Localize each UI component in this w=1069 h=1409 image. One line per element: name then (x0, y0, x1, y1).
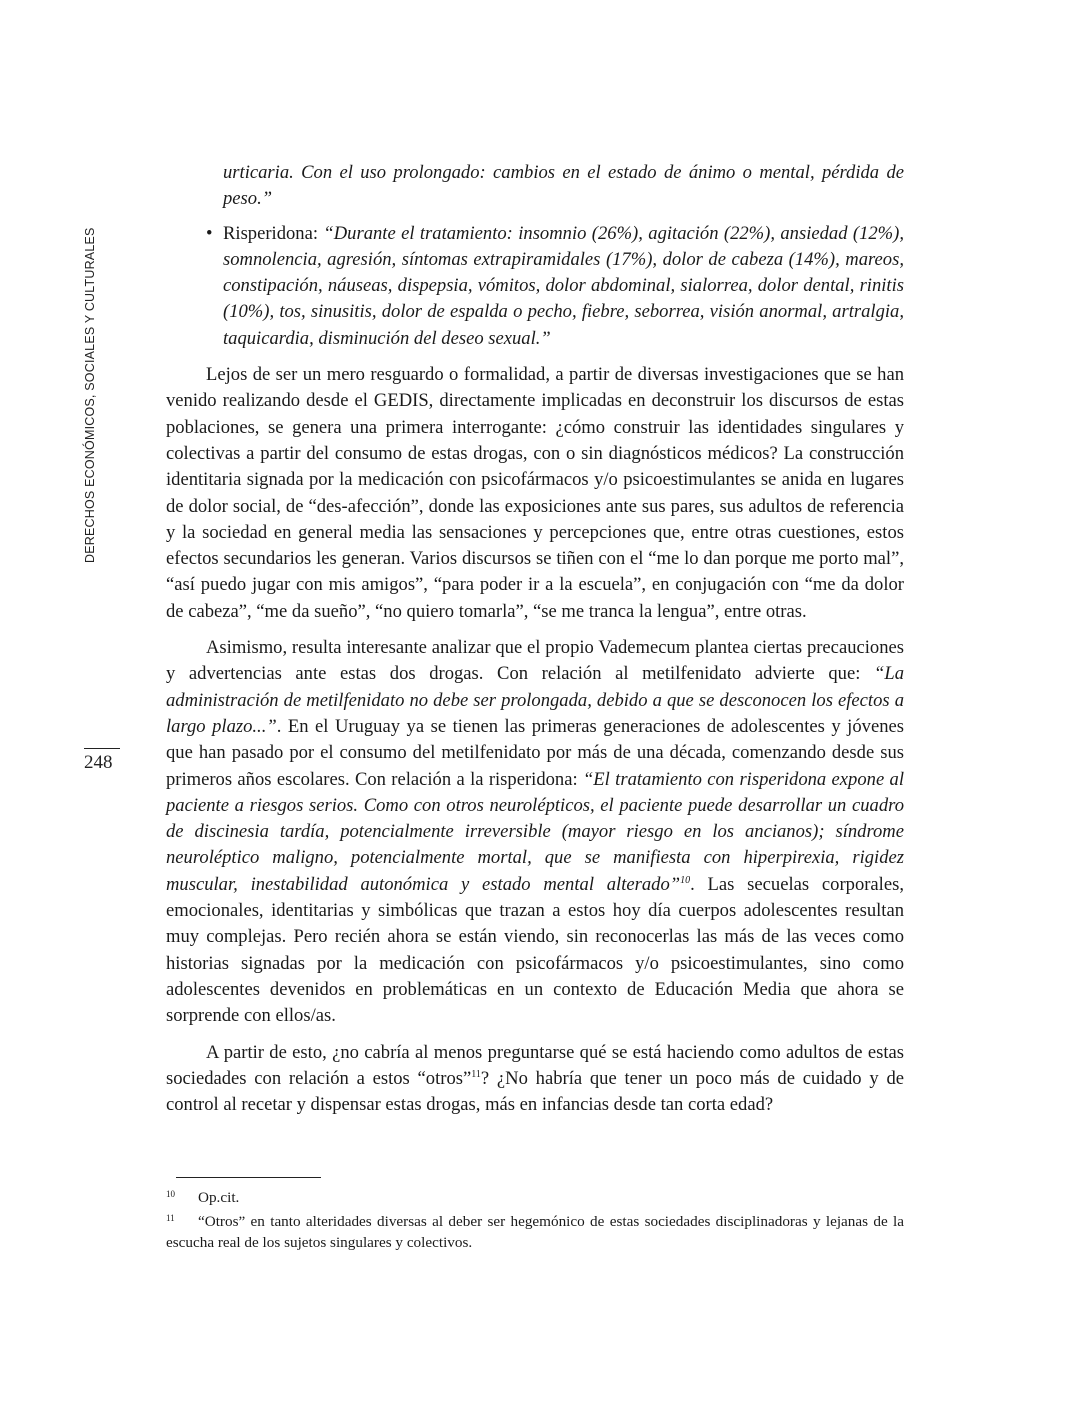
main-text (166, 160, 904, 1118)
bullet-quote: “Durante el tratamiento: insomnio (26%), agitación (22%), ansiedad (12%), somnolencia, agresión, síntomas extrapiramidales (17%), dolor de cabeza (14%), mareos, constipación, náuseas, dispepsia, vómitos, dolor abdominal, sialorrea, dolor dental, rinitis (10%), tos, sinusitis, dolor de espalda o pecho, fiebre, seborrea, visión anormal, artralgia, taquicardia, disminución del deseo sexual.” (223, 222, 905, 349)
vademecum-quote-metilfenidato: “La administración de metilfenidato no debe ser prolongada, debido a que se desconocen los efectos a largo plazo...” (166, 663, 904, 737)
footnote-number: 10 (166, 1189, 175, 1199)
paragraph-text: . Las secuelas corporales, emocionales, identitarias y simbólicas que trazan a estos hoy día cuerpos adolescentes resultan muy complejas. Pero recién ahora se están viendo, sin reconocerlas las más de las veces como historias signadas por la medicación con psicofármacos y/o psicoestimulantes, sino como adolescentes devenidos en problemáticas en un contexto de Educación Media que ahora se sorprende con ellos/as. (166, 873, 904, 1027)
footnote-ref: 11 (471, 1068, 481, 1080)
paragraph (166, 1040, 904, 1119)
bullet-item-risperidona (166, 221, 904, 352)
bullet-lead: Risperidona: (223, 222, 324, 244)
footnotes (166, 1184, 904, 1253)
vademecum-quote-risperidona: “El tratamiento con risperidona expone al paciente a riesgos serios. Como con otros neurolépticos, el paciente puede desarrollar un cuadro de discinesia tardía, potencialmente irreversible (mayor riesgo en los ancianos); síndrome neuroléptico maligno, potencialmente mortal, que se manifiesta con hiperpirexia, rigidez muscular, inestabilidad autonómica y estado mental alterado” (166, 768, 904, 895)
paragraph-text: A partir de esto, ¿no cabría al menos preguntarse qué se está haciendo como adultos de estas sociedades con relación a estos “otros” (166, 1041, 904, 1089)
footnote-ref: 10 (680, 874, 691, 886)
footnote-text: Op.cit. (198, 1189, 240, 1206)
footnote-rule (176, 1177, 321, 1178)
paragraph (166, 635, 904, 1029)
page-number: 248 (84, 752, 113, 773)
bullet-icon: • (206, 222, 213, 244)
footnote (166, 1184, 904, 1208)
quote-continuation: urticaria. Con el uso prolongado: cambios en el estado de ánimo o mental, pérdida de peso.” (223, 162, 904, 210)
paragraph-text: Asimismo, resulta interesante analizar que el propio Vademecum plantea ciertas precauciones y advertencias ante estas dos drogas. Con relación al metilfenidato advierte que: (166, 637, 904, 685)
paragraph-text: ? ¿No habría que tener un poco más de cuidado y de control al recetar y dispensar estas drogas, más en infancias desde tan corta edad? (166, 1067, 904, 1116)
footnote (166, 1208, 904, 1253)
paragraph-text: . En el Uruguay ya se tienen las primeras generaciones de adolescentes y jóvenes que han pasado por el consumo del metilfenidato por más de una década, comenzando desde sus primeros años escolares. Con relación a la risperidona: (166, 715, 904, 790)
page-number-rule (84, 748, 120, 749)
footnote-number: 11 (166, 1213, 175, 1223)
footnote-text: “Otros” en tanto alteridades diversas al deber ser hegemónico de estas sociedades disciplinadoras y lejanas de la escucha real de los sujetos singulares y colectivos. (166, 1213, 904, 1251)
running-section-title: DERECHOS ECONÓMICOS, SOCIALES Y CULTURALES (83, 227, 97, 563)
paragraph: Lejos de ser un mero resguardo o formalidad, a partir de diversas investigaciones que se han venido realizando desde el GEDIS, directamente implicadas en deconstruir los discursos de estas poblaciones, se genera una primera interrogante: ¿cómo construir las identidades singulares y colectivas a partir del consumo de estas drogas, con o sin diagnósticos médicos? La construcción identitaria signada por la medicación con psicofármacos y/o psicoestimulantes se anida en lugares de dolor social, de “des-afección”, donde las exposiciones ante sus pares, sus adultos de referencia y la sociedad en general media las sensaciones y percepciones que, entre otras cuestiones, estos efectos secundarios les generan. Varios discursos se tiñen con el “me lo dan porque me porto mal”, “así puedo jugar con mis amigos”, “para poder ir a la escuela”, en conjugación con “me da dolor de cabeza”, “me da sueño”, “no quiero tomarla”, “se me tranca la lengua”, entre otras. (166, 364, 904, 622)
